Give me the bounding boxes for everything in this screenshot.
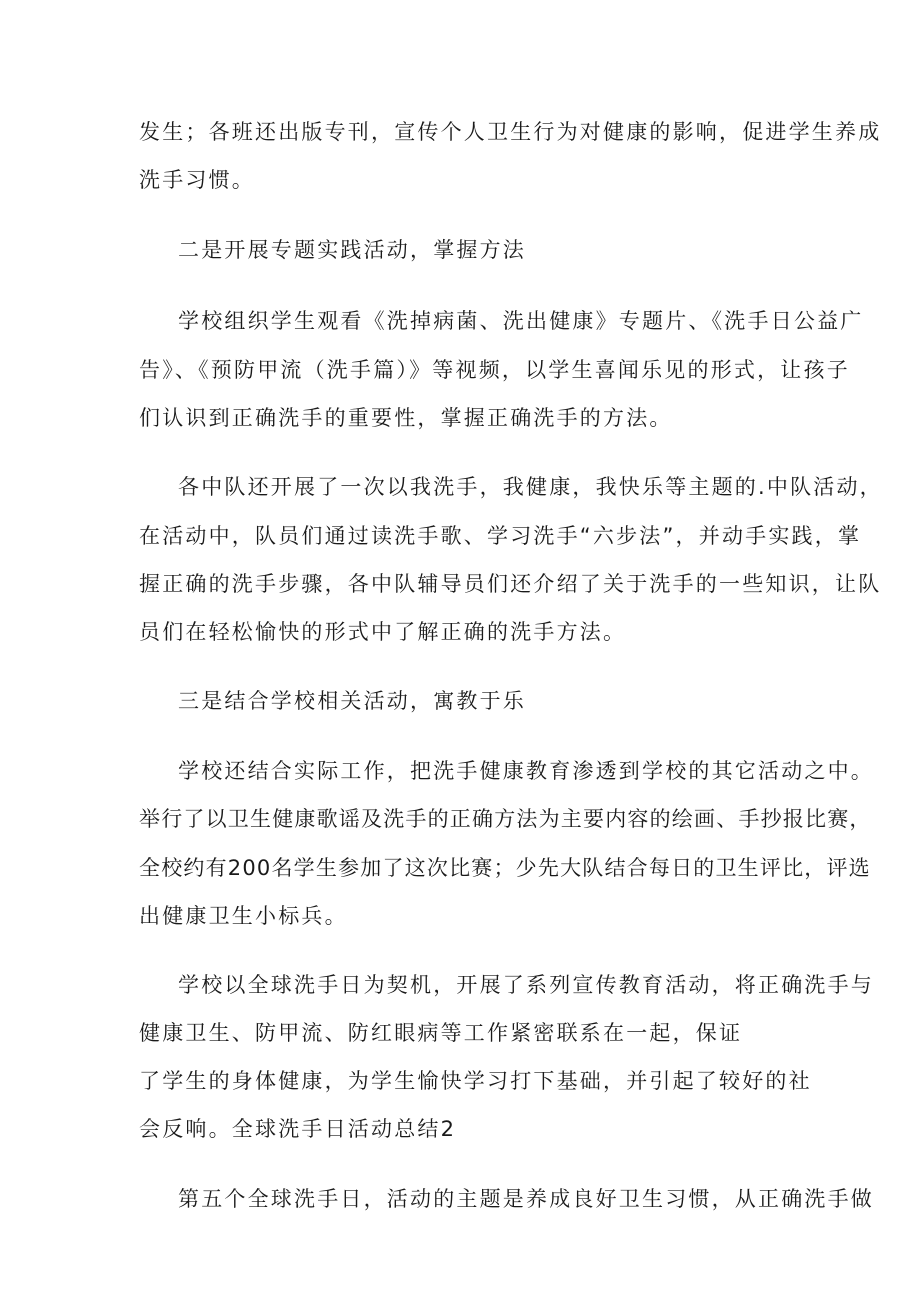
- paragraph-line: 在活动中，队员们通过读洗手歌、学习洗手“六步法”，并动手实践，掌: [139, 524, 862, 548]
- section-heading: 三是结合学校相关活动，寓教于乐: [178, 689, 526, 713]
- paragraph-line: 员们在轻松愉快的形式中了解正确的洗手方法。: [139, 620, 627, 644]
- paragraph-line: 会反响。全球洗手日活动总结2: [139, 1117, 457, 1141]
- paragraph-line: 举行了以卫生健康歌谣及洗手的正确方法为主要内容的绘画、手抄报比赛，: [139, 807, 872, 831]
- paragraph-line: 握正确的洗手步骤，各中队辅导员们还介绍了关于洗手的一些知识，让队: [139, 572, 882, 596]
- paragraph-line: 各中队还开展了一次以我洗手，我健康，我快乐等主题的.中队活动，: [178, 475, 883, 499]
- paragraph-line: 了学生的身体健康，为学生愉快学习打下基础，并引起了较好的社: [139, 1069, 812, 1093]
- paragraph-line: 学校还结合实际工作，把洗手健康教育渗透到学校的其它活动之中。: [178, 759, 874, 783]
- paragraph-line: 健康卫生、防甲流、防红眼病等工作紧密联系在一起，保证: [139, 1021, 743, 1045]
- paragraph-line: 洗手习惯。: [139, 168, 255, 192]
- paragraph-line: 学校以全球洗手日为契机，开展了系列宣传教育活动，将正确洗手与: [178, 973, 874, 997]
- paragraph-line: 们认识到正确洗手的重要性，掌握正确洗手的方法。: [139, 406, 673, 430]
- paragraph-line: 全校约有200名学生参加了这次比赛；少先大队结合每日的卫生评比，评选: [139, 856, 871, 880]
- paragraph-line: 学校组织学生观看《洗掉病菌、洗出健康》专题片、《洗手日公益广: [178, 309, 864, 333]
- paragraph-line: 第五个全球洗手日，活动的主题是养成良好卫生习惯，从正确洗手做: [178, 1187, 874, 1211]
- paragraph-line: 出健康卫生小标兵。: [139, 904, 348, 928]
- section-heading: 二是开展专题实践活动，掌握方法: [178, 238, 526, 262]
- paragraph-line: 告》、《预防甲流（洗手篇）》等视频，以学生喜闻乐见的形式，让孩子: [139, 358, 850, 382]
- paragraph-line: 发生；各班还出版专刊，宣传个人卫生行为对健康的影响，促进学生养成: [139, 120, 882, 144]
